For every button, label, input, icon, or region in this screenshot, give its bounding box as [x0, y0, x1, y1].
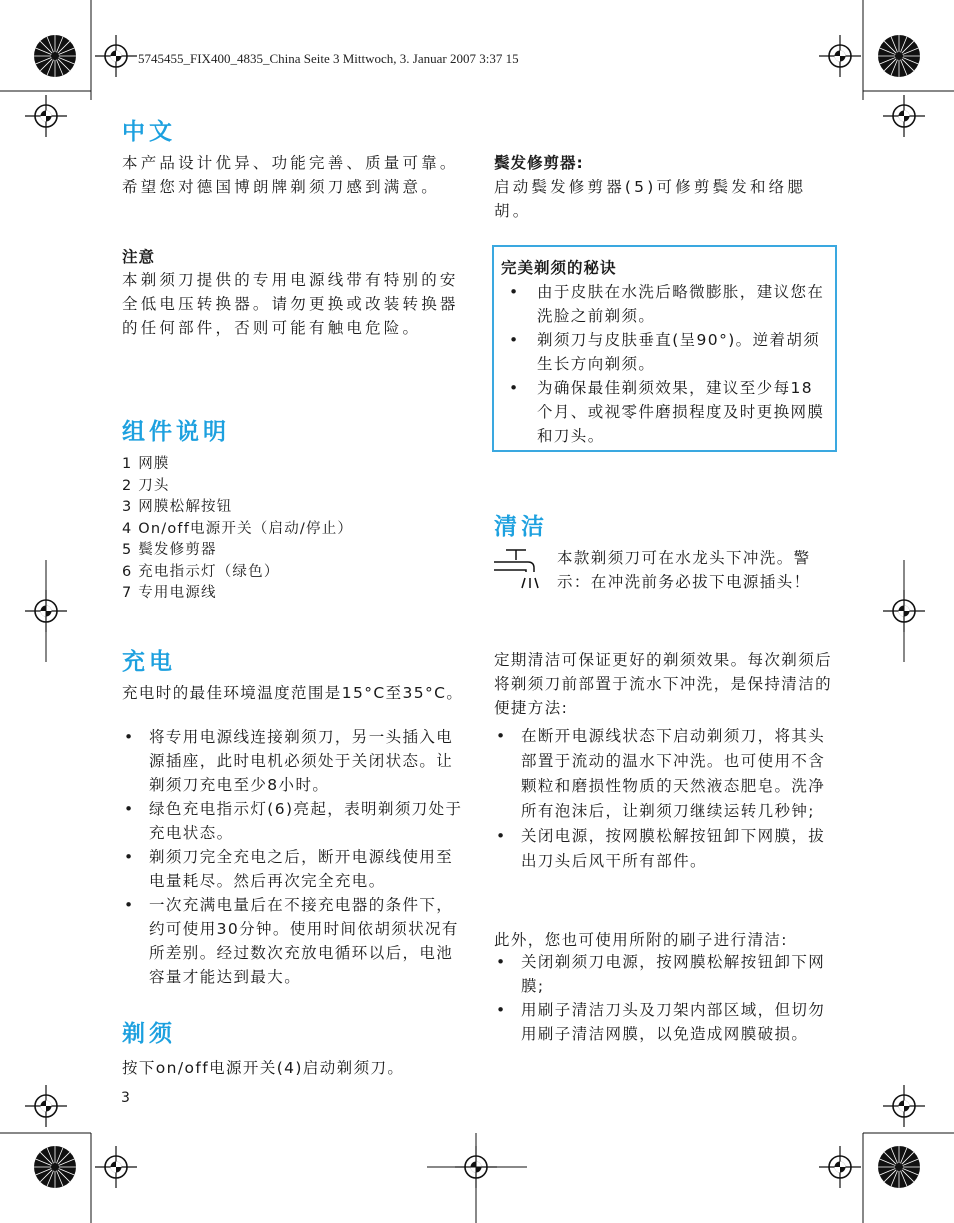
brush-list: [494, 950, 836, 1046]
rinse-note: 本款剃须刀可在水龙头下冲洗。警示：在冲洗前务必拔下电源插头！: [557, 549, 811, 591]
heading-parts: 组件说明: [122, 419, 230, 445]
list-item: 2 刀头: [122, 477, 170, 494]
heading-cleaning: 清洁: [494, 514, 548, 540]
list-item: • 剃须刀完全充电之后，断开电源线使用至电量耗尽。然后再次完全充电。: [122, 845, 468, 893]
tips-list: [501, 280, 827, 448]
page-number: 3: [121, 1090, 130, 1106]
list-item: • 一次充满电量后在不接充电器的条件下，约可使用30分钟。使用时间依胡须状况有所差别。经过数次充放电循环以后，电池容量才能达到最大。: [122, 893, 468, 989]
tips-box: [492, 245, 837, 452]
list-item: • 绿色充电指示灯(6)亮起，表明剃须刀处于充电状态。: [122, 797, 468, 845]
list-item: • 由于皮肤在水洗后略微膨胀，建议您在洗脸之前剃须。: [501, 280, 827, 328]
heading-chinese: 中文: [122, 119, 176, 145]
shaving-paragraph: 按下on/off电源开关(4)启动剃须刀。: [122, 1059, 405, 1077]
intro-paragraph: 本产品设计优异、功能完善、质量可靠。希望您对德国博朗牌剃须刀感到满意。: [122, 154, 459, 196]
heading-shaving: 剃须: [122, 1021, 176, 1047]
list-item: 6 充电指示灯（绿色）: [122, 563, 280, 580]
list-item: 1 网膜: [122, 456, 170, 472]
list-item: • 用刷子清洁刀头及刀架内部区域，但切勿用刷子清洁网膜，以免造成网膜破损。: [494, 998, 836, 1046]
list-item: 3 网膜松解按钮: [122, 499, 233, 515]
list-item: • 在断开电源线状态下启动剃须刀，将其头部置于流动的温水下冲洗。也可使用不含颗粒和磨损性物质的天然液态肥皂。洗净所有泡沫后，让剃须刀继续运转几秒钟;: [494, 724, 836, 824]
trimmer-title: 鬓发修剪器:: [494, 154, 584, 172]
heading-charging: 充电: [122, 649, 176, 675]
charging-intro: 充电时的最佳环境温度范围是15°C至35°C。: [122, 684, 464, 702]
charging-list: [122, 725, 468, 989]
brush-intro: 此外，您也可使用所附的刷子进行清洁:: [494, 931, 788, 949]
list-item: • 关闭电源，按网膜松解按钮卸下网膜，拔出刀头后风干所有部件。: [494, 824, 836, 874]
cleaning-intro: 定期清洁可保证更好的剃须效果。每次剃须后将剃须刀前部置于流水下冲洗，是保持清洁的便捷方法:: [494, 651, 833, 717]
list-item: • 剃须刀与皮肤垂直(呈90°)。逆着胡须生长方向剃须。: [501, 328, 827, 376]
parts-list: [122, 454, 470, 605]
cleaning-list: [494, 724, 836, 874]
list-item: • 将专用电源线连接剃须刀，另一头插入电源插座，此时电机必须处于关闭状态。让剃须刀充电至少8小时。: [122, 725, 468, 797]
caution-title: 注意: [122, 248, 156, 266]
trimmer-paragraph: 启动鬓发修剪器(5)可修剪鬓发和络腮胡。: [494, 178, 807, 220]
list-item: 4 On/off电源开关（启动/停止）: [122, 520, 354, 537]
list-item: • 为确保最佳剃须效果，建议至少每18个月、或视零件磨损程度及时更换网膜和刀头。: [501, 376, 827, 448]
print-slug: 5745455_FIX400_4835_China Seite 3 Mittwoch, 3. Januar 2007 3:37 15: [138, 51, 519, 66]
caution-paragraph: 本剃须刀提供的专用电源线带有特别的安全低电压转换器。请勿更换或改装转换器的任何部件，否则可能有触电危险。: [122, 271, 459, 337]
list-item: • 关闭剃须刀电源，按网膜松解按钮卸下网膜;: [494, 950, 836, 998]
list-item: 7 专用电源线: [122, 585, 217, 601]
list-item: 5 鬓发修剪器: [122, 542, 217, 558]
water-tap-icon: [492, 546, 542, 590]
tips-title: 完美剃须的秘诀: [501, 259, 617, 277]
